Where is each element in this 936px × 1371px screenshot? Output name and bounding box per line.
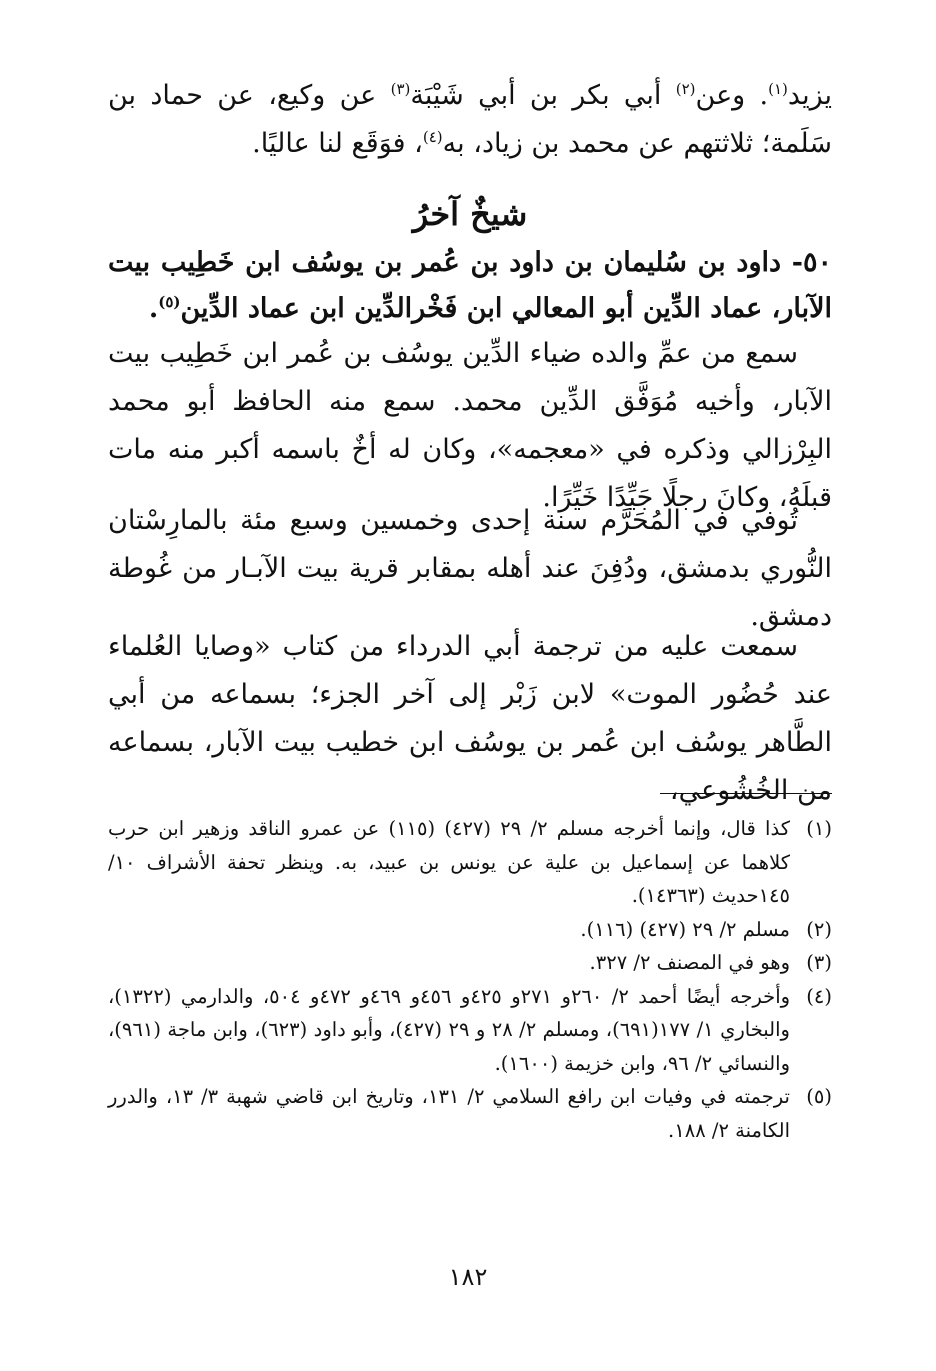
death-paragraph: تُوفي في المُحَرَّم سنة إحدى وخمسين وسبع مئة بالمارِسْتان النُّوري بدمشق، ودُفِنَ عند أهله بمقابر قرية بيت الآبـار من غُوطة دمشق. [108, 505, 832, 632]
footnote-text: مسلم ٢/ ٢٩ (٤٢٧) (١١٦). [580, 917, 790, 941]
biography-paragraph: سمع من عمِّ والده ضياء الدِّين يوسُف بن عُمر ابن خَطِيب بيت الآبار، وأخيه مُوَفَّق الدِّين محمد. سمع منه الحافظ أبو محمد البِرْزالي وذكره في «معجمه»، وكان له أخٌ باسمه أكبر منه مات قبلَهُ، وكانَ رجلًا جَيِّدًا خَيِّرًا. [108, 338, 832, 513]
footnote-text: ترجمته في وفيات ابن رافع السلامي ٢/ ١٣١، وتاريخ ابن قاضي شهبة ٣/ ١٣، والدرر الكامنة ٢/ ١٨٨. [108, 1085, 790, 1142]
footnote-text: وأخرجه أيضًا أحمد ٢/ ٢٦٠و ٢٧١و ٤٢٥و ٤٥٦و ٤٦٩و ٤٧٢و ٥٠٤، والدارمي (١٣٢٢)، والبخاري ١/ ١٧٧(٦٩١)، ومسلم ٢/ ٢٨ و ٢٩ (٤٢٧)، وأبو داود (٦٢٣)، وابن ماجة (٩٦١)، والنسائي ٢/ ٩٦، وابن خزيمة (١٦٠٠). [108, 984, 791, 1075]
footnote-ref-5: (٥) [158, 293, 181, 311]
intro-paragraph [108, 72, 832, 168]
footnote-number: (٢) [806, 917, 832, 941]
footnote-text: كذا قال، وإنما أخرجه مسلم ٢/ ٢٩ (٤٢٧) (١١٥) عن عمرو الناقد وزهير ابن حرب كلاهما عن إسماعيل بن علية عن يونس بن عبيد، به. وينظر تحفة الأشراف ١٠/ ١٤٥حديث (١٤٣٦٣). [108, 817, 790, 907]
page-number: ١٨٢ [448, 1263, 488, 1291]
section-heading: شيخٌ آخرُ [412, 195, 528, 233]
footnote-number: (٤) [806, 984, 832, 1008]
entry-title [108, 240, 832, 332]
footnote-4 [108, 980, 832, 1081]
entry-number: ٥٠- [791, 247, 832, 278]
intro-text-2: . وعن [695, 80, 769, 111]
footnote-5 [108, 1080, 832, 1147]
entry-name: داود بن سُليمان بن داود بن عُمر بن يوسُف ابن خَطِيب بيت الآبار، عماد الدِّين أبو المعالي ابن فَخْرالدِّين ابن عماد الدِّين [108, 247, 832, 324]
footnote-number: (٣) [806, 951, 832, 974]
entry-end: . [148, 293, 159, 324]
footnote-number: (٥) [806, 1085, 832, 1108]
footnote-ref-3: (٣) [390, 80, 411, 98]
intro-text-1: يزيد [787, 80, 832, 111]
footnote-separator [660, 793, 832, 794]
footnote-2 [108, 913, 832, 947]
footnote-ref-4: (٤) [422, 128, 443, 146]
footnote-number: (١) [806, 817, 832, 840]
intro-text-3: أبي بكر بن أبي شَيْبَة [410, 80, 676, 111]
footnote-1 [108, 812, 832, 913]
footnote-3 [108, 946, 832, 980]
intro-text-5: ، فوَقَع لنا عاليًا. [252, 128, 423, 159]
footnote-ref-2: (٢) [675, 80, 696, 98]
footnote-text: وهو في المصنف ٢/ ٣٢٧. [589, 951, 790, 974]
intro-text-4: عن وكيع، عن حماد بن سَلَمة؛ ثلاثتهم عن محمد بن زياد، به [108, 80, 832, 159]
footnotes [108, 812, 832, 1147]
footnote-ref-1: (١) [768, 80, 788, 98]
audition-paragraph: سمعت عليه من ترجمة أبي الدرداء من كتاب «وصايا العُلماء عند حُضُور الموت» لابن زَبْر إلى آخر الجزء؛ بسماعه من أبي الطَّاهر يوسُف ابن عُمر بن يوسُف ابن خطيب بيت الآبار، بسماعه من الخُشُوعي، [108, 631, 832, 806]
